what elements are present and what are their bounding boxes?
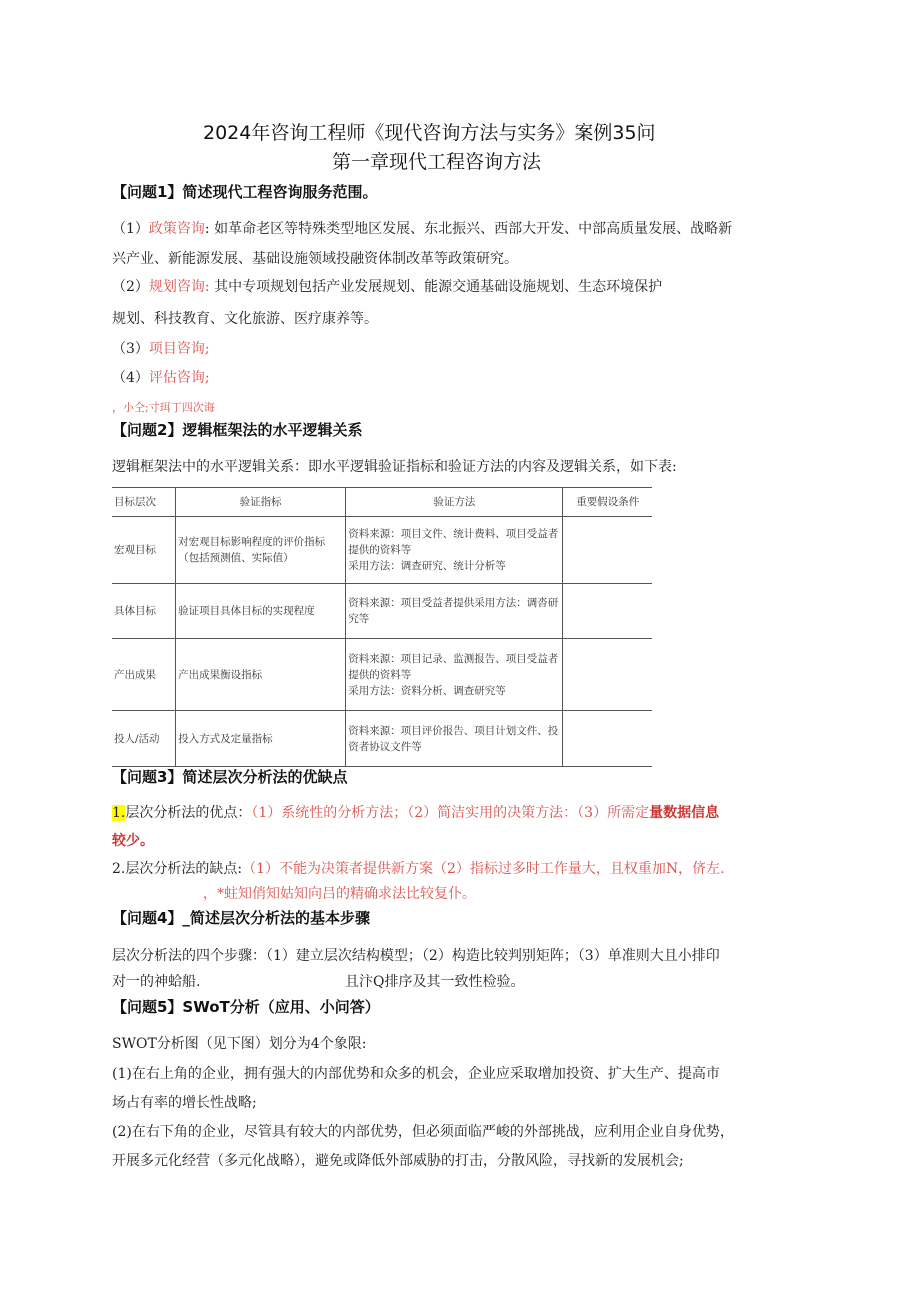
q3-disadvantages-continued: ，*蛀知俏知姑知向吕的精确求法比较复仆。 [203,886,476,902]
q1-item-3 [112,338,210,358]
q3-advantages-prefix: 层次分析法的优点： [125,805,252,821]
logic-framework-table [112,487,652,767]
q4-steps-continued-a: 对一的神蛤船. [112,974,201,990]
table-row [112,639,652,711]
q3-advantages-list: （1）系统性的分析方法；（2）简洁实用的决策方法：（3）所需定 [251,805,650,821]
question-3-heading: 【问题3】简述层次分析法的优缺点 [112,768,348,786]
q1-item-4 [112,367,210,387]
question-1-heading: 【问题1】简述现代工程咨询服务范围。 [112,183,378,201]
table-header-level: 目标层次 [112,488,176,517]
table-cell-method [346,711,563,767]
q3-disadvantages-list: （1）不能为决策者提供新方案（2）指标过多时工作量大，且权重加N，侪左. [242,861,725,877]
q5-quadrant-2-continued: 开展多元化经营（多元化战略），避免或降低外部威胁的打击，分散风险，寻找新的发展机会; [112,1153,684,1169]
table-cell-method [346,639,563,711]
q1-item-1 [112,218,732,238]
table-cell-level: 宏观目标 [112,517,176,584]
chapter-title: 第一章现代工程咨询方法 [332,151,542,173]
table-cell-level: 投人/活动 [112,711,176,767]
question-2-heading: 【问题2】逻辑框架法的水平逻辑关系 [112,421,363,439]
table-header-indicator: 验证指标 [176,488,346,517]
q3-advantages-number: 1. [112,805,126,821]
table-cell-assumption [563,517,652,584]
document-title: 2024年咨询工程师《现代咨询方法与实务》案例35问 [203,122,656,144]
table-cell-assumption [563,639,652,711]
method-source: 资料来源：项目记录、监测报告、项目受益者提供的资料等 [348,652,559,681]
q1-item-2-label: 规划咨询: [148,279,210,295]
table-header-assumption: 重要假设条件 [563,488,652,517]
table-cell-level: 产出成果 [112,639,176,711]
q1-item-2-continued: 规划、科技教育、文化旅游、医疗康养等。 [112,311,378,327]
table-header-row [112,488,652,517]
q5-intro: SWOT分析图（见下图）划分为4个象限: [112,1036,367,1052]
table-cell-method [346,517,563,584]
table-cell-indicator: 产出成果衡设指标 [176,639,346,711]
q1-item-4-label: 评估咨询; [148,370,210,386]
q3-advantages [112,802,719,822]
table-row [112,584,652,639]
q3-disadvantages-prefix: 2.层次分析法的缺点: [112,861,243,877]
q5-quadrant-1: (1)在右上角的企业，拥有强大的内部优势和众多的机会，企业应采取增加投资、扩大生产、提高市 [112,1066,720,1082]
q4-steps-continued-b: 且汴Q排序及其一致性检验。 [345,974,525,990]
q1-item-5: ，小仝;寸珥丁四次诲 [112,401,215,414]
q1-item-1-number: （1） [112,221,149,237]
table-cell-method [346,584,563,639]
method-source: 资料来源：项目受益者提供采用方法：调沓研究等 [348,597,559,625]
q1-item-2-number: （2） [112,279,149,295]
table-cell-assumption [563,584,652,639]
table-cell-indicator: 验证项目具体目标的实现程度 [176,584,346,639]
question-4-heading: 【问题4】_简述层次分析法的基本步骤 [112,909,370,927]
q2-intro: 逻辑框架法中的水平逻辑关系：即水平逻辑验证指标和验证方法的内容及逻辑关系，如下表: [112,459,677,475]
question-5-heading: 【问题5】SWoT分析（应用、小问答） [112,998,380,1016]
q3-advantages-emphasis: 量数据信息 [649,805,720,821]
table-cell-level: 具体目标 [112,584,176,639]
q1-item-2-text: 其中专项规划包括产业发展规划、能源交通基础设施规划、生态环境保护 [209,279,663,295]
q3-disadvantages [112,858,725,878]
method-source: 资料来源：项目评价报告、项目计划文件、投资者协议文件等 [348,724,559,753]
table-row [112,711,652,767]
method-approach: 采用方法：资料分析、调查研究等 [348,684,506,697]
method-approach: 采用方法：调查研究、统计分析等 [348,560,506,572]
q1-item-3-label: 项目咨询; [148,341,210,357]
method-source: 资料来源：项目文件、统计费料、项目受益者提供的资料等 [348,528,559,556]
table-cell-indicator: 对宏观目标影响程度的评价指标（包括预测值、实际值） [176,517,346,584]
q3-advantages-continued: 较少。 [112,833,154,849]
q1-item-3-number: （3） [112,341,149,357]
q1-item-1-continued: 兴产业、新能源发展、基础设施领域投融资体制改革等政策研究。 [112,251,518,267]
table-header-method: 验证方法 [346,488,563,517]
table-row [112,517,652,584]
q1-item-1-label: 政策咨询 [148,221,205,237]
q1-item-1-text: : 如革命老区等特殊类型地区发展、东北振兴、西部大开发、中部高质量发展、战略新 [204,221,733,237]
q1-item-4-number: （4） [112,370,149,386]
q5-quadrant-2: (2)在右下角的企业，尽管具有较大的内部优势，但必须面临严峻的外部挑战，应利用企业自身优势， [112,1124,734,1140]
q5-quadrant-1-continued: 场占有率的增长性战略; [112,1095,257,1111]
table-cell-indicator: 投入方式及定量指标 [176,711,346,767]
table-cell-assumption [563,711,652,767]
q4-steps: 层次分析法的四个步骤：（1）建立层次结构模型；（2）构造比较判别矩阵；（3）单准则大且小排印 [112,948,720,964]
q1-item-2 [112,276,662,296]
